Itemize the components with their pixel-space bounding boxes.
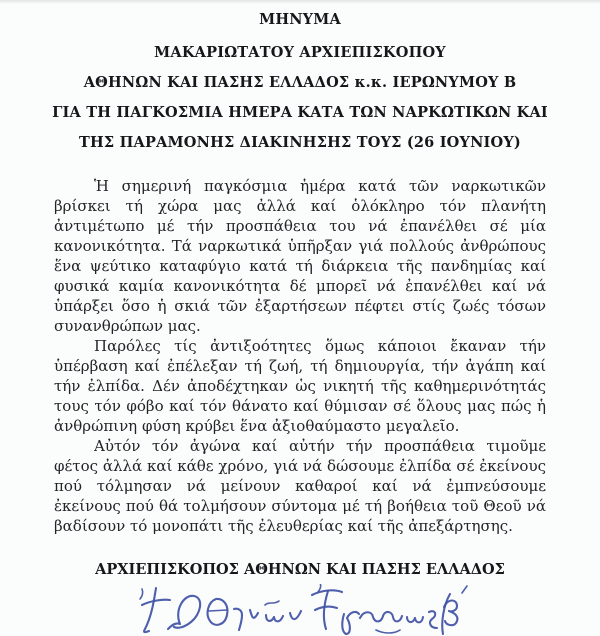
header-line-see: ΑΘΗΝΩΝ ΚΑΙ ΠΑΣΗΣ ΕΛΛΑΔΟΣ κ.κ. ΙΕΡΩΝΥΜΟΥ Β (83, 74, 517, 91)
page-title: ΜΗΝΥΜΑ (259, 11, 341, 28)
signature-autograph (132, 584, 468, 636)
signature-block (0, 584, 600, 636)
closing-title: ΑΡΧΙΕΠΙΣΚΟΠΟΣ ΑΘΗΝΩΝ ΚΑΙ ΠΑΣΗΣ ΕΛΛΑΔΟΣ (95, 561, 505, 578)
paragraph-2: Παρόλες τίς ἀντιξοότητες ὅμως κάποιοι ἔκαναν τήν ὑπέρβαση καί ἐπέλεξαν τή ζωή, τή δημιουργία, τήν ἀγάπη καί τήν ἐλπίδα. Δέν ἀποδέχτηκαν ὡς νικητή τῆς καθημερινότητάς τους τόν φόβο καί τόν θάνατο καί θύμισαν σέ ὅλους μας πώς ἡ ἀνθρώπινη φύση κρύβει ἕνα ἀξιοθαύμαστο μεγαλεῖο. (54, 337, 546, 435)
paragraph-3: Αὐτόν τόν ἀγώνα καί αὐτήν τήν προσπάθεια τιμοῦμε φέτος ἀλλά καί κάθε χρόνο, γιά νά δώσουμε ἐλπίδα σέ ἐκείνους πού τόλμησαν νά μείνουν καθαροί καί νά ἐμπνεύσουμε ἐκείνους πού θά τολμήσουν σύντομα μέ τή βοήθεια τοῦ Θεοῦ νά βαδίσουν τό μονοπάτι τῆς ἐλευθερίας καί τῆς ἀπεξάρτησης. (54, 437, 546, 535)
header-line-occasion-1: ΓΙΑ ΤΗ ΠΑΓΚΟΣΜΙΑ ΗΜΕΡΑ ΚΑΤΑ ΤΩΝ ΝΑΡΚΩΤΙΚΩΝ ΚΑΙ (52, 104, 548, 121)
header-line-occasion-2: ΤΗΣ ΠΑΡΑΜΟΝΗΣ ΔΙΑΚΙΝΗΣΗΣ ΤΟΥΣ (26 ΙΟΥΝΙΟΥ) (79, 134, 521, 151)
header-line-author: ΜΑΚΑΡΙΩΤΑΤΟΥ ΑΡΧΙΕΠΙΣΚΟΠΟΥ (154, 44, 446, 61)
letter-body (54, 176, 546, 536)
paragraph-1: Ἡ σημερινή παγκόσμια ἡμέρα κατά τῶν ναρκωτικῶν βρίσκει τή χώρα μας ἀλλά καί ὁλόκληρο τόν πλανήτη ἀντιμέτωπο μέ τήν προσπάθεια του νά ἐπανέλθει σέ μία κανονικότητα. Τά ναρκωτικά ὑπῆρξαν γιά πολλούς ἀνθρώπους ἕνα ψεύτικο καταφύγιο κατά τή διάρκεια τῆς πανδημίας καί φυσικά καμία κανονικότητα δέ μπορεῖ νά ἐπανέλθει καί νά ὑπάρξει ὅσο ἡ σκιά τῶν ἐξαρτήσεων πέφτει στίς ζωές τόσων συνανθρώπων μας. (54, 177, 546, 335)
